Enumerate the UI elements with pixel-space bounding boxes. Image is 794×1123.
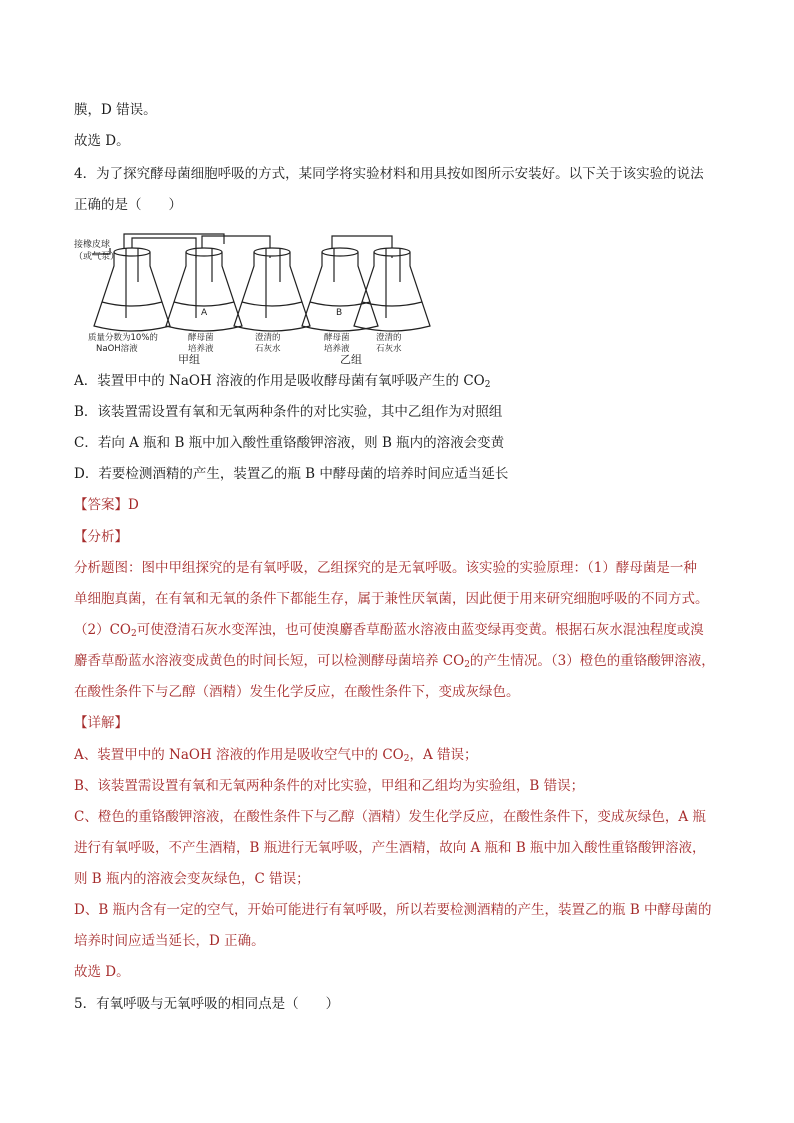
question-5-text: 5．有氧呼吸与无氧呼吸的相同点是（ ） [74,996,340,1012]
pump-label: （或气泵） [74,252,120,262]
flask-limewater [234,252,310,331]
group-yi-caption: 乙组 [340,353,362,364]
question-4-text: 正确的是（ ） [74,197,182,213]
detail-heading: 【详解】 [74,715,128,731]
naoh-label: NaOH溶液 [96,344,138,354]
limewater-b-label: 澄清的 [376,333,402,343]
group-jia-caption: 甲组 [178,353,200,364]
detail-text: B、该装置需设置有氧和无氧两种条件的对比实验，甲组和乙组均为实验组，B 错误； [74,778,585,794]
detail-text: 培养时间应适当延长，D 正确。 [74,933,265,949]
detail-text: C、橙色的重铬酸钾溶液，在酸性条件下与乙醇（酒精）发生化学反应，在酸性条件下，变成灰绿色，A 瓶 [74,809,706,825]
flask-naoh [94,252,170,331]
analysis-text: 在酸性条件下与乙醇（酒精）发生化学反应，在酸性条件下，变成灰绿色。 [74,684,520,700]
flask-limewater-b [354,252,430,331]
limewater-label: 石灰水 [255,344,281,354]
apparatus-diagram [74,222,434,364]
detail-text: 进行有氧呼吸，不产生酒精，B 瓶进行无氧呼吸，产生酒精，故向 A 瓶和 B 瓶中加入酸性重铬酸钾溶液， [74,840,706,856]
detail-text: D、B 瓶内含有一定的空气，开始可能进行有氧呼吸，所以若要检测酒精的产生，装置乙的瓶 B 中酵母菌的 [74,902,712,918]
option-a: A．装置甲中的 NaOH 溶液的作用是吸收酵母菌有氧呼吸产生的 $CO_2$ [74,373,491,390]
analysis-text: 单细胞真菌，在有氧和无氧的条件下都能生存，属于兼性厌氧菌，因此便于用来研究细胞呼吸的不同方式。 [74,591,709,607]
flask-a [166,252,242,331]
analysis-heading: 【分析】 [74,529,128,545]
detail-text: A、装置甲中的 NaOH 溶液的作用是吸收空气中的 $CO_2$，A 错误； [74,747,478,764]
analysis-text: $(2)CO_2$可使澄清石灰水变浑浊，也可使溴麝香草酚蓝水溶液由蓝变绿再变黄。根据石灰水混浊程度或溴 [74,622,704,639]
detail-text: 故选 D。 [74,964,130,980]
option-c: C．若向 A 瓶和 B 瓶中加入酸性重铬酸钾溶液，则 B 瓶内的溶液会变黄 [74,435,505,451]
pump-label: 接橡皮球 [74,240,111,250]
analysis-text: 麝香草酚蓝水溶液变成黄色的时间长短，可以检测酵母菌培养 $CO_2$的产生情况。（3）橙色的重铬酸钾溶液， [74,653,715,670]
yeast-label: 培养液 [188,344,214,354]
limewater-label: 澄清的 [255,333,281,343]
limewater-b-label: 石灰水 [376,344,402,354]
question-4-text: 4．为了探究酵母菌细胞呼吸的方式，某同学将实验材料和用具按如图所示安装好。以下关于该实验的说法 [74,166,704,182]
detail-text: 则 B 瓶内的溶液会变灰绿色，C 错误； [74,871,310,887]
yeast-label: 酵母菌 [188,333,214,343]
yeast-b-label: 培养液 [324,344,350,354]
option-b: B．该装置需设置有氧和无氧两种条件的对比实验，其中乙组作为对照组 [74,404,503,420]
option-d: D．若要检测酒精的产生，装置乙的瓶 B 中酵母菌的培养时间应适当延长 [74,466,509,482]
answer-line: 【答案】D [74,497,139,513]
apparatus-figure [74,222,434,364]
analysis-text: 分析题图：图中甲组探究的是有氧呼吸，乙组探究的是无氧呼吸。该实验的实验原理：（1）酵母菌是一种 [74,560,697,576]
text-line: 故选 D。 [74,133,130,149]
naoh-label: 质量分数为10%的 [88,333,158,343]
yeast-b-label: 酵母菌 [324,333,350,343]
text-line: 膜，D 错误。 [74,102,157,118]
flask-a-letter: A [201,308,208,318]
flask-b [302,252,378,331]
flask-b-letter: B [336,308,343,318]
